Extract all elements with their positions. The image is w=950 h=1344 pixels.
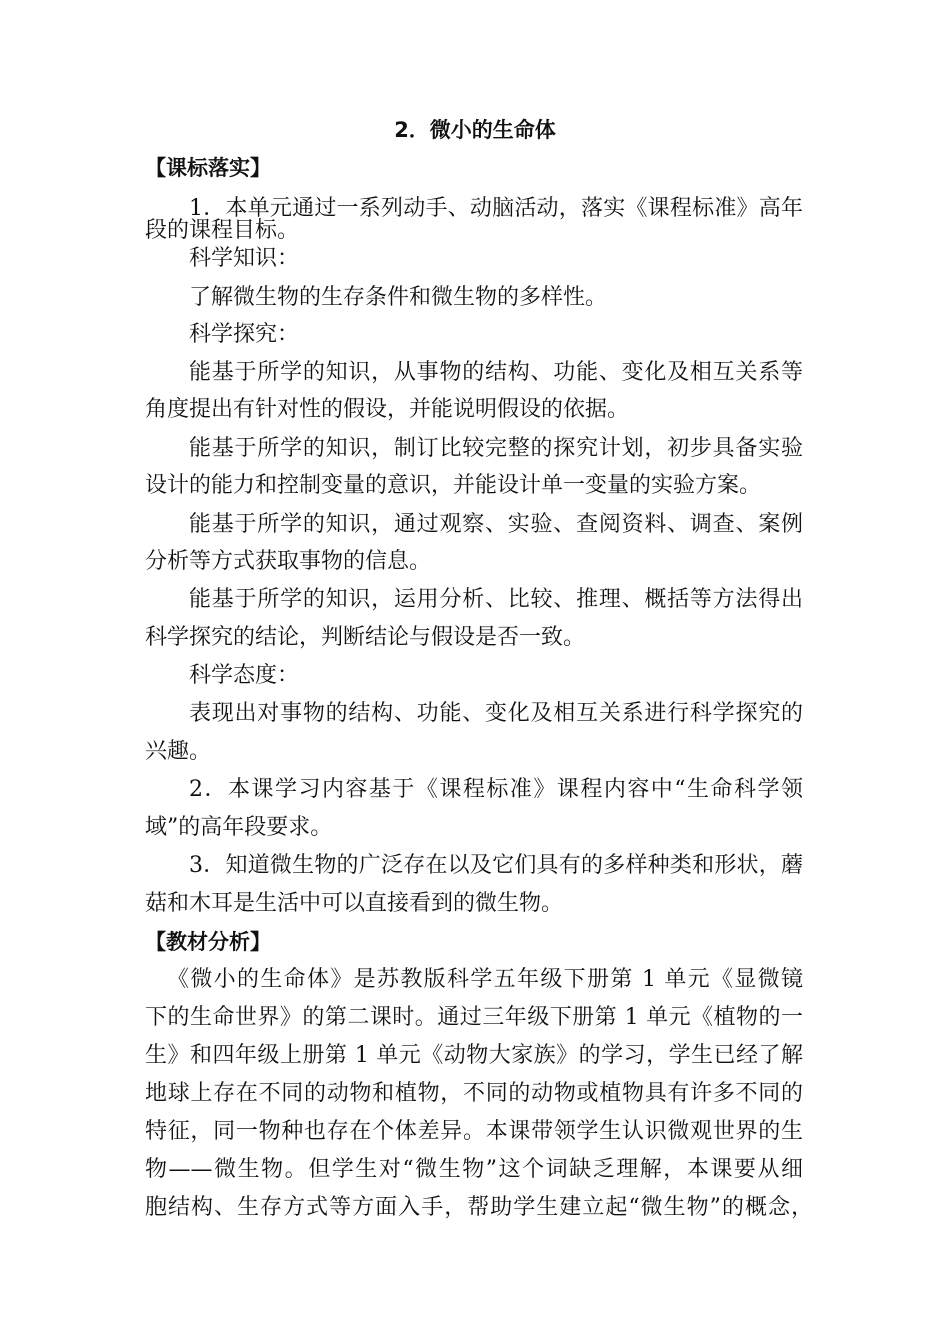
attitude-line1: 表现出对事物的结构、功能、变化及相互关系进行科学探究的 [189, 701, 803, 726]
analysis-line-1: 《微小的生命体》是苏教版科学五年级下册第 1 单元《显微镜 [167, 967, 803, 992]
standard-p1-line1: 1．本单元通过一系列动手、动脑活动，落实《课程标准》高年 [189, 196, 803, 221]
inquiry-3-line2: 分析等方式获取事物的信息。 [145, 549, 432, 574]
inquiry-2-line2: 设计的能力和控制变量的意识，并能设计单一变量的实验方案。 [145, 473, 762, 498]
standard-p2-line2: 域”的高年段要求。 [145, 815, 333, 840]
inquiry-label: 科学探究： [189, 322, 300, 347]
attitude-label: 科学态度： [189, 663, 300, 688]
analysis-line-5: 特征，同一物种也存在个体差异。本课带领学生认识微观世界的生 [145, 1119, 803, 1144]
analysis-line-4: 地球上存在不同的动物和植物，不同的动物或植物具有许多不同的 [145, 1081, 803, 1106]
inquiry-1-line2: 角度提出有针对性的假设，并能说明假设的依据。 [145, 397, 630, 422]
inquiry-3-line1: 能基于所学的知识，通过观察、实验、查阅资料、调查、案例 [189, 512, 803, 537]
section-heading-standard: 【课标落实】 [145, 156, 271, 180]
analysis-line-7: 胞结构、生存方式等方面入手，帮助学生建立起“微生物”的概念， [145, 1195, 813, 1220]
knowledge-label: 科学知识： [189, 246, 300, 271]
inquiry-1-line1: 能基于所学的知识，从事物的结构、功能、变化及相互关系等 [189, 360, 803, 385]
attitude-line2: 兴趣。 [145, 739, 212, 764]
standard-p2-line1: 2．本课学习内容基于《课程标准》课程内容中“生命科学领 [189, 777, 803, 802]
standard-p1-line2: 段的课程目标。 [145, 218, 300, 243]
inquiry-2-line1: 能基于所学的知识，制订比较完整的探究计划，初步具备实验 [189, 436, 803, 461]
lesson-title: 2．微小的生命体 [394, 118, 556, 142]
analysis-line-2: 下的生命世界》的第二课时。通过三年级下册第 1 单元《植物的一 [145, 1005, 803, 1030]
inquiry-4-line2: 科学探究的结论，判断结论与假设是否一致。 [145, 625, 586, 650]
section-heading-analysis: 【教材分析】 [145, 930, 271, 954]
knowledge-text: 了解微生物的生存条件和微生物的多样性。 [189, 285, 608, 310]
inquiry-4-line1: 能基于所学的知识，运用分析、比较、推理、概括等方法得出 [189, 587, 803, 612]
analysis-line-6: 物——微生物。但学生对“微生物”这个词缺乏理解，本课要从细 [145, 1157, 803, 1182]
standard-p3-line1: 3．知道微生物的广泛存在以及它们具有的多样种类和形状，蘑 [189, 853, 803, 878]
standard-p3-line2: 菇和木耳是生活中可以直接看到的微生物。 [145, 891, 564, 916]
analysis-line-3: 生》和四年级上册第 1 单元《动物大家族》的学习，学生已经了解 [145, 1043, 803, 1068]
